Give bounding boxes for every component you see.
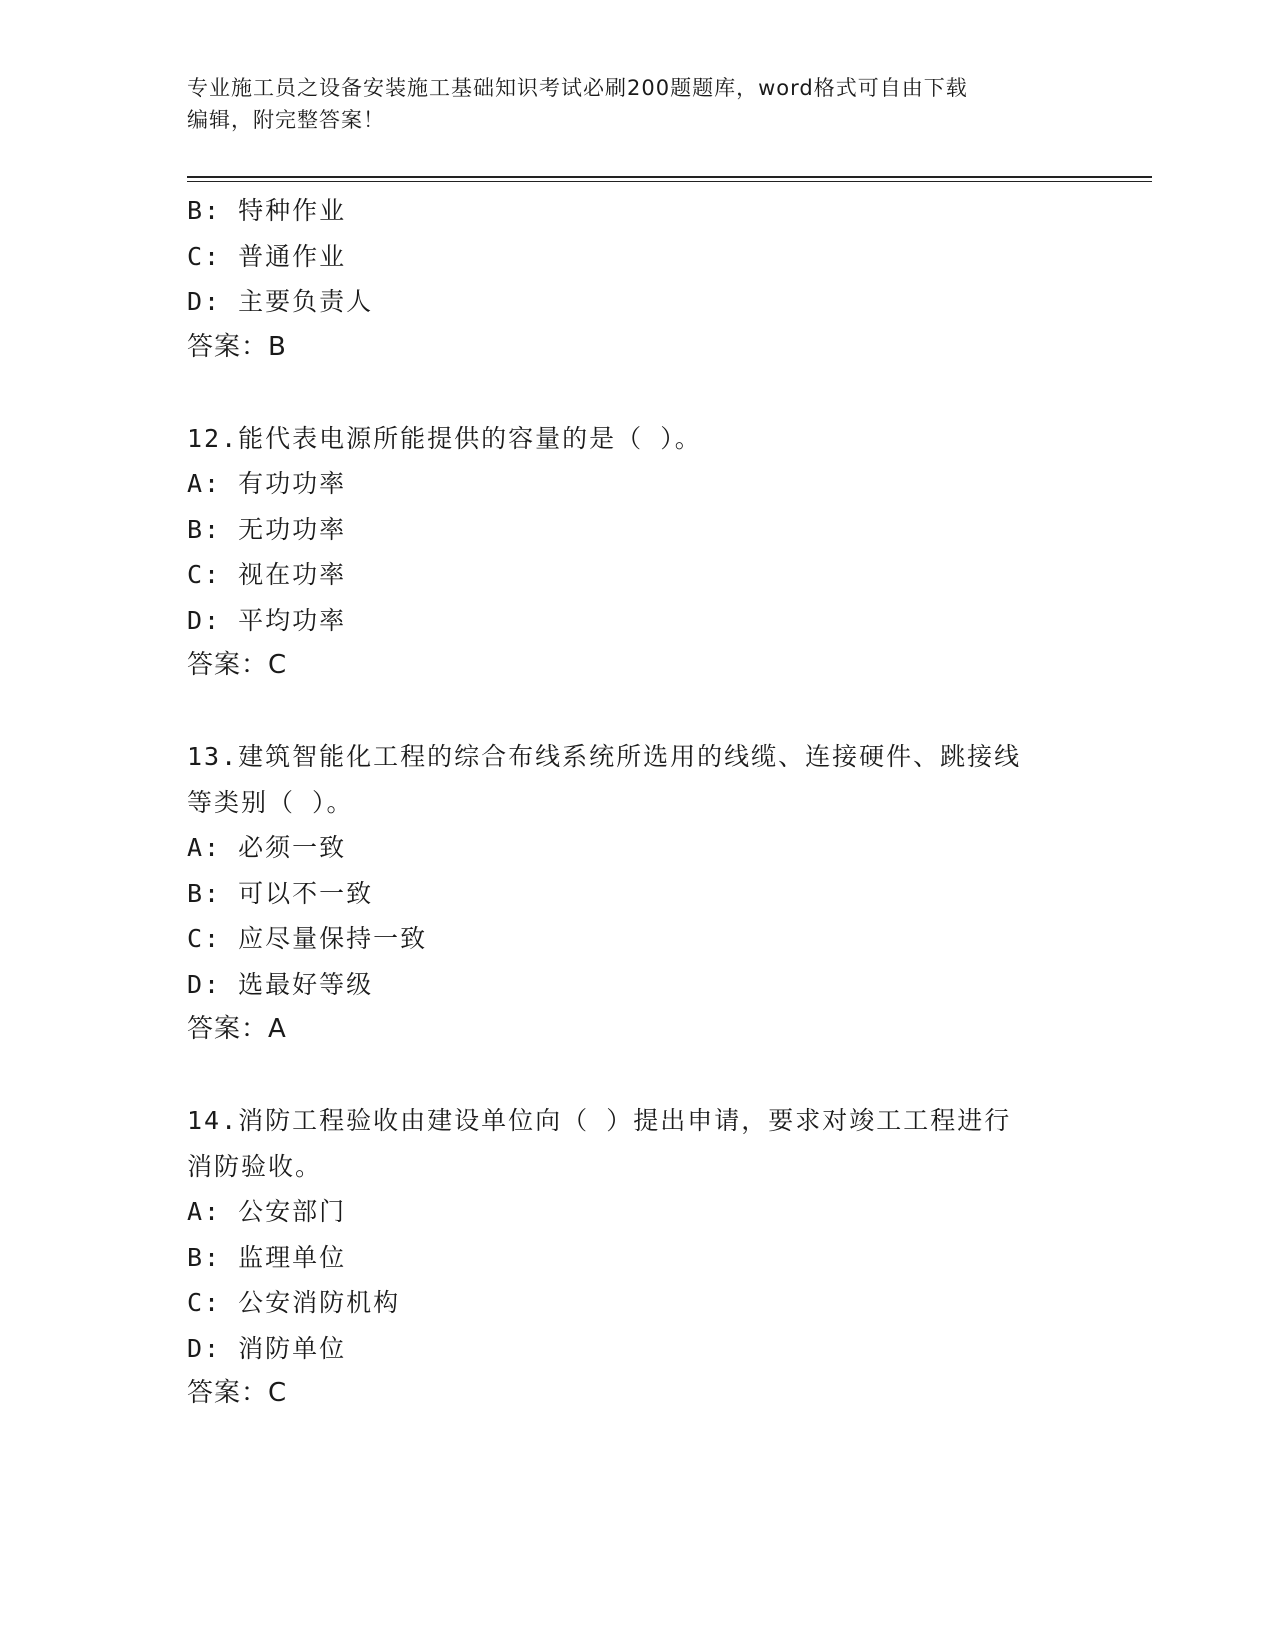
option-c: C: 普通作业 [187,241,347,271]
option-d: D: 消防单位 [187,1333,347,1363]
option-c: C: 视在功率 [187,560,347,589]
option-d: D: 平均功率 [187,605,347,635]
header-line-2: 编辑，附完整答案！ [187,108,385,132]
answer-line: 答案：A [187,1014,287,1044]
option-b: B: 无功功率 [187,514,347,544]
spacer [187,1053,1087,1099]
question-list [187,188,1087,1417]
option-a: A: 有功功率 [187,469,347,498]
option-d: D: 主要负责人 [187,287,374,316]
option-b: B: 特种作业 [187,196,347,225]
answer-line: 答案：B [187,331,287,362]
question-stem: 14.消防工程验收由建设单位向（ ）提出申请，要求对竣工工程进行 [187,1106,1012,1135]
header-line-1: 专业施工员之设备安装施工基础知识考试必刷200题题库，word格式可自由下载 [187,76,968,100]
option-d: D: 选最好等级 [187,969,374,999]
spacer [187,370,1087,416]
question-14 [187,1098,1087,1417]
document-header [187,72,1067,136]
answer-line: 答案：C [187,1378,288,1408]
question-stem-continued: 消防验收。 [187,1151,323,1181]
question-12 [187,416,1087,689]
header-divider-thick [187,176,1152,178]
question-stem: 12.能代表电源所能提供的容量的是（ ）。 [187,423,702,453]
spacer [187,689,1087,735]
option-c: C: 应尽量保持一致 [187,924,428,953]
answer-line: 答案：C [187,650,288,680]
option-c: C: 公安消防机构 [187,1288,401,1317]
option-a: A: 必须一致 [187,833,347,862]
option-b: B: 监理单位 [187,1242,347,1272]
question-stem: 13.建筑智能化工程的综合布线系统所选用的线缆、连接硬件、跳接线 [187,742,1022,771]
question-13 [187,734,1087,1053]
question-11-partial [187,188,1087,370]
option-b: B: 可以不一致 [187,878,374,908]
question-stem-continued: 等类别（ ）。 [187,787,354,817]
header-divider-thin [187,181,1152,182]
option-a: A: 公安部门 [187,1197,347,1226]
